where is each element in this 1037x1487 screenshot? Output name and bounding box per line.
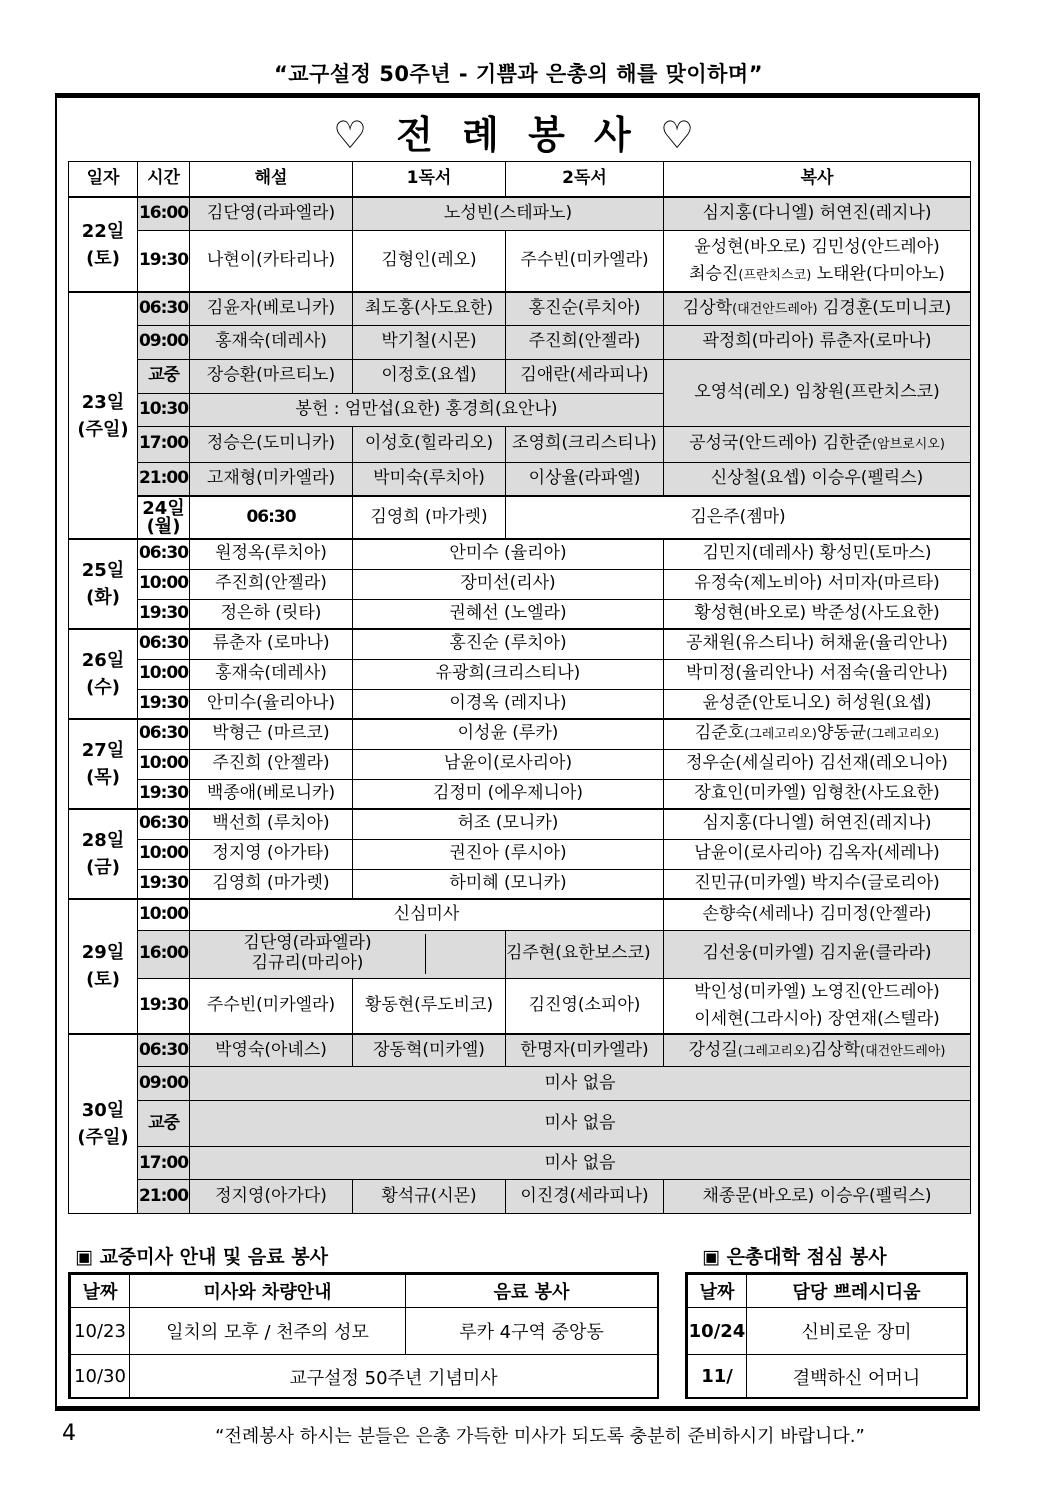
table-row [69,689,971,719]
no-mass-cell: 미사 없음 [190,1147,971,1180]
altar-cell: 오영석(레오) 임창원(프란치스코) [664,359,971,426]
altar-cell [664,719,971,749]
time-cell: 06:30 [190,496,353,539]
altar-saint-small: (그레고리오) [737,1043,811,1059]
altar-cell: 심지홍(다니엘) 허연진(레지나) [664,809,971,839]
col-header-date: 날짜 [688,1275,747,1308]
no-mass-cell: 미사 없음 [190,1067,971,1101]
reading-cell: 권진아 (루시아) [353,839,664,869]
commentary-cell: 류춘자 (로마나) [190,629,353,659]
col-header-team: 담당 쁘레시디움 [747,1275,967,1308]
reading2-cell: 김애란(세라피나) [506,359,664,393]
date-cell: 11/ [688,1355,747,1399]
table-row [69,1067,971,1101]
altar-line: 박인성(미카엘) 노영진(안드레아) [694,981,940,1002]
col-header-reading2: 2독서 [506,162,664,198]
lunch-service-table [687,1274,967,1399]
time-cell: 16:00 [138,197,190,230]
col-header-guide: 미사와 차량안내 [130,1275,406,1308]
day-cell: 28일 (금) [69,809,138,899]
day-cell: 25일 (화) [69,539,138,629]
altar-name: 김상학 [682,297,733,318]
altar-saint-small: (프란치스코) [738,267,812,283]
table-row [69,599,971,629]
table-row [69,1101,971,1147]
time-cell: 19:30 [138,230,190,292]
day-cell: 22일 (토) [69,197,138,292]
commentary-cell: 박형근 (마르코) [190,719,353,749]
reading-split [426,934,505,973]
reading1-cell: 황석규(시몬) [353,1180,506,1214]
reading2-cell: 조영희(크리스티나) [506,426,664,462]
day-cell: 27일 (목) [69,719,138,809]
commentary-cell: 주진희(안젤라) [190,569,353,599]
commentary-name: 김규리(마리아) [251,953,364,973]
table-row [71,1355,658,1399]
reading2-cell: 홍진순(루치아) [506,292,664,325]
altar-cell: 신상철(요셉) 이승우(펠릭스) [664,462,971,496]
reading-cell: 안미수 (율리아) [353,539,664,569]
day-cell: 29일 (토) [69,899,138,1034]
reading2-cell: 이상율(라파엘) [506,462,664,496]
reading-cell: 장미선(리사) [353,569,664,599]
reading2-cell: 주수빈(미카엘라) [506,230,664,292]
table-row [688,1355,967,1399]
altar-cell: 정우순(세실리아) 김선재(레오니아) [664,749,971,779]
altar-saint-small: (암브로시오) [871,437,945,453]
commentary-cell: 정은하 (릿타) [190,599,353,629]
time-cell: 06:30 [138,1034,190,1067]
reading1-cell: 황동현(루도비코) [353,978,506,1034]
commentary-cell: 김영희 (마가렛) [190,869,353,899]
commentary-cell: 백종애(베로니카) [190,779,353,809]
altar-saint-small: (대건안드레아) [732,301,818,317]
altar-name: 최승진 [689,263,739,284]
reading1-cell: 장동혁(미카엘) [353,1034,506,1067]
altar-cell: 김선웅(미카엘) 김지윤(클라라) [664,930,971,978]
table-row [69,462,971,496]
altar-cell [664,426,971,462]
commentary-cell: 정지영 (아가타) [190,839,353,869]
offertory-cell: 봉헌 : 엄만섭(요한) 홍경희(요안나) [190,393,664,426]
time-cell: 10:00 [138,659,190,689]
time-cell: 06:30 [138,719,190,749]
altar-cell: 심지홍(다니엘) 허연진(레지나) [664,197,971,230]
table-row [69,1180,971,1214]
commentary-cell: 백선희 (루치아) [190,809,353,839]
time-cell: 17:00 [138,426,190,462]
time-cell: 16:00 [138,930,190,978]
reading-cell: 노성빈(스테파노) [353,197,664,230]
reading1-cell: 박미숙(루치아) [353,462,506,496]
time-cell: 10:00 [138,569,190,599]
reading-cell: 유광희(크리스티나) [353,659,664,689]
table-row [69,839,971,869]
altar-cell: 황성현(바오로) 박준성(사도요한) [664,599,971,629]
date-cell: 10/30 [71,1355,130,1399]
reading2-cell: 김진영(소피아) [506,978,664,1034]
table-header-row [688,1275,967,1308]
reading-cell: 홍진순 (루치아) [353,629,664,659]
altar-line: 이세현(그라시아) 장연재(스텔라) [694,1008,940,1029]
table-row [69,230,971,292]
commentary-cell: 홍재숙(데레사) [190,325,353,359]
table-row [69,809,971,839]
time-cell: 10:00 [138,839,190,869]
time-cell: 10:00 [138,749,190,779]
date-cell: 10/23 [71,1308,130,1355]
table-row [69,359,971,393]
section-title-mass-guide: ▣ 교중미사 안내 및 음료 봉사 [75,1246,328,1268]
table-row [69,292,971,325]
time-cell: 19:30 [138,689,190,719]
commentary-cell: 주진희 (안젤라) [190,749,353,779]
day-cell: 26일 (수) [69,629,138,719]
reading-cell: 김은주(젬마) [506,496,971,539]
commentary-cell: 안미수(율리아나) [190,689,353,719]
reading-cell: 김정미 (에우제니아) [353,779,664,809]
altar-cell: 채종문(바오로) 이승우(펠릭스) [664,1180,971,1214]
commentary-cell: 홍재숙(데레사) [190,659,353,689]
table-row [69,930,971,978]
commentary-cell: 원정옥(루치아) [190,539,353,569]
guide-cell: 교구설정 50주년 기념미사 [130,1355,658,1399]
time-cell: 09:00 [138,325,190,359]
reading2-cell: 한명자(미카엘라) [506,1034,664,1067]
altar-cell: 유정숙(제노비아) 서미자(마르타) [664,569,971,599]
reading1-cell: 이성호(힐라리오) [353,426,506,462]
time-cell: 06:30 [138,539,190,569]
commentary-cell: 정지영(아가다) [190,1180,353,1214]
altar-name: 양동균 [817,723,867,744]
table-header-row [69,162,971,198]
table-row [69,869,971,899]
altar-cell [664,978,971,1034]
altar-cell [664,230,971,292]
time-cell: 19:30 [138,978,190,1034]
liturgy-schedule-table [68,161,971,1214]
altar-line: 윤성현(바오로) 김민성(안드레아) [694,236,940,257]
commentary-cell: 정승은(도미니카) [190,426,353,462]
table-row [69,197,971,230]
time-cell: 교중 [138,359,190,393]
altar-name: 노태완(다미아노) [811,263,945,284]
team-cell: 결백하신 어머니 [747,1355,967,1399]
altar-name: 공성국(안드레아) 김한준 [689,433,872,454]
table-row [69,978,971,1034]
page-title: ♡ 전 례 봉 사 ♡ [332,113,703,157]
altar-saint-small: (대건안드레아) [860,1043,946,1059]
altar-name: 김상학 [810,1039,860,1060]
time-cell: 19:30 [138,599,190,629]
altar-name: 강성길 [688,1039,738,1060]
table-row [69,779,971,809]
commentary-cell: 김영희 (마가렛) [353,496,506,539]
altar-cell: 진민규(미카엘) 박지수(글로리아) [664,869,971,899]
reading1-cell: 최도홍(사도요한) [353,292,506,325]
altar-cell: 김민지(데레사) 황성민(토마스) [664,539,971,569]
commentary-cell: 박영숙(아녜스) [190,1034,353,1067]
time-cell: 21:00 [138,1180,190,1214]
reading-cell: 이경옥 (레지나) [353,689,664,719]
reading2-cell: 주진희(안젤라) [506,325,664,359]
commentary-split [190,934,426,973]
devotion-mass-cell: 신심미사 [190,899,664,930]
commentary-cell: 장승환(마르티노) [190,359,353,393]
commentary-cell: 고재형(미카엘라) [190,462,353,496]
altar-saint-small: (그레고리오) [866,727,940,743]
altar-cell [664,292,971,325]
reading1-cell: 이정호(요셉) [353,359,506,393]
reading-cell: 남윤이(로사리아) [353,749,664,779]
page-header: “교구설정 50주년 - 기쁨과 은총의 해를 맞이하며” [273,62,764,86]
col-header-time: 시간 [138,162,190,198]
reading1-cell: 김형인(레오) [353,230,506,292]
time-cell: 06:30 [138,292,190,325]
reading-cell: 허조 (모니카) [353,809,664,839]
time-cell: 19:30 [138,779,190,809]
date-cell: 10/24 [688,1308,747,1355]
no-mass-cell: 미사 없음 [190,1101,971,1147]
commentary-name: 김단영(라파엘라) [243,933,372,954]
table-row [69,325,971,359]
table-row [69,629,971,659]
table-row [69,1034,971,1067]
reading2-cell: 이진경(세라피나) [506,1180,664,1214]
reading1-cell: 박기철(시몬) [353,325,506,359]
commentary-cell: 주수빈(미카엘라) [190,978,353,1034]
altar-cell [664,1034,971,1067]
table-row [69,659,971,689]
table-row [69,899,971,930]
col-header-reading1: 1독서 [353,162,506,198]
time-cell: 09:00 [138,1067,190,1101]
day-cell: 30일 (주일) [69,1034,138,1214]
time-cell: 06:30 [138,809,190,839]
table-row [69,719,971,749]
reading-cell: 김주현(요한보스코) [506,930,664,978]
altar-cell: 공채원(유스티나) 허채윤(율리안나) [664,629,971,659]
altar-cell: 손향숙(세레나) 김미정(안젤라) [664,899,971,930]
col-header-date: 날짜 [71,1275,130,1308]
commentary-cell: 나현이(카타리나) [190,230,353,292]
altar-cell: 장효인(미카엘) 임형찬(사도요한) [664,779,971,809]
col-header-altar: 복사 [664,162,971,198]
table-row [69,426,971,462]
team-cell: 신비로운 장미 [747,1308,967,1355]
table-row [69,539,971,569]
time-cell: 10:00 [138,899,190,930]
time-cell: 06:30 [138,629,190,659]
table-row [69,1147,971,1180]
table-row [71,1308,658,1355]
mass-guide-table [70,1274,658,1399]
altar-cell: 곽정희(마리아) 류춘자(로마나) [664,325,971,359]
commentary-reading-cell [190,930,506,978]
altar-cell: 남윤이(로사리아) 김옥자(세레나) [664,839,971,869]
time-cell: 교중 [138,1101,190,1147]
col-header-commentary: 해설 [190,162,353,198]
day-cell: 24일 (월) [138,496,190,539]
table-row [688,1308,967,1355]
col-header-drink: 음료 봉사 [406,1275,658,1308]
guide-cell: 일치의 모후 / 천주의 성모 [130,1308,406,1355]
reading-cell: 권혜선 (노엘라) [353,599,664,629]
reading-cell: 이성윤 (루카) [353,719,664,749]
table-row [69,569,971,599]
page-number: 4 [62,1421,76,1446]
altar-name: 김준호 [694,723,745,744]
table-header-row [71,1275,658,1308]
footer-note: “전례봉사 하시는 분들은 은총 가득한 미사가 되도록 충분히 준비하시기 바랍니다.” [215,1426,865,1447]
altar-saint-small: (그레고리오) [744,727,817,743]
altar-cell: 윤성준(안토니오) 허성원(요셉) [664,689,971,719]
time-cell: 19:30 [138,869,190,899]
section-title-lunch-service: ▣ 은총대학 점심 봉사 [702,1246,887,1268]
altar-cell: 박미정(율리안나) 서점숙(율리안나) [664,659,971,689]
time-cell: 21:00 [138,462,190,496]
col-header-date: 일자 [69,162,138,198]
table-row [69,749,971,779]
time-cell: 10:30 [138,393,190,426]
time-cell: 17:00 [138,1147,190,1180]
commentary-cell: 김단영(라파엘라) [190,197,353,230]
table-row [69,496,971,539]
altar-name: 김경훈(도미니코) [817,297,952,318]
drink-cell: 루카 4구역 중앙동 [406,1308,658,1355]
day-cell: 23일 (주일) [69,292,138,539]
reading-cell: 하미혜 (모니카) [353,869,664,899]
commentary-cell: 김윤자(베로니카) [190,292,353,325]
